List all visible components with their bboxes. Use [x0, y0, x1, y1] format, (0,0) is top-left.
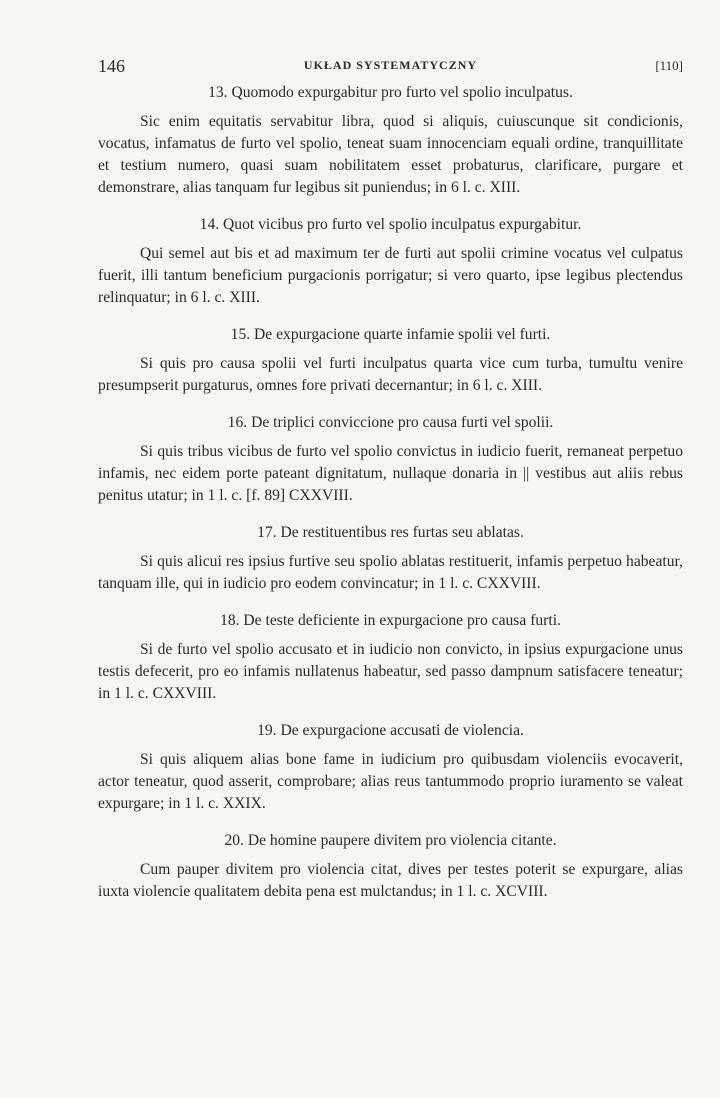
- section-heading: 13. Quomodo expurgabitur pro furto vel spolio inculpatus.: [208, 84, 573, 101]
- section-16: [98, 412, 683, 507]
- section-heading: 19. De expurgacione accusati de violencia.: [257, 722, 524, 739]
- page: [98, 54, 683, 918]
- section-body-text: Si quis tribus vicibus de furto vel spolio convictus in iudicio fuerit, remaneat perpetuo infamis, nec eidem porte pateant dignitatum, nullaque donaria in || vestibus aut aliis rebus penitus utatur; in 1 l. c.: [98, 443, 683, 504]
- section-13: [98, 82, 683, 199]
- section-body: Si quis alicui res ipsius furtive seu spolio ablatas restituerit, infamis perpetuo habeatur, tanquam ille, qui in iudicio pro eodem convincatur; in 1 l. c. CXXVIII.: [98, 553, 683, 592]
- section-heading: 14. Quot vicibus pro furto vel spolio inculpatus expurgabitur.: [199, 216, 582, 233]
- section-body: Cum pauper divitem pro violencia citat, dives per testes poterit se expurgare, alias iuxta violencie qualitatem debita pena est mulctandus; in 1 l. c. XCVIII.: [98, 861, 683, 900]
- section-heading: 17. De restituentibus res furtas seu ablatas.: [257, 524, 524, 541]
- section-14: [98, 214, 683, 309]
- section-18: [98, 610, 683, 705]
- running-title: UKŁAD SYSTEMATYCZNY: [303, 58, 478, 72]
- section-19: [98, 720, 683, 815]
- section-body: Si de furto vel spolio accusato et in iudicio non convicto, in ipsius expurgacione unus testis defecerit, pro eo infamis nullatenus habeatur, sed passo dampnum satisfacere teneatur; in 1 l. c. CXXVIII.: [98, 641, 683, 702]
- section-heading: 18. De teste deficiente in expurgacione pro causa furti.: [220, 612, 561, 629]
- section-heading: 16. De triplici conviccione pro causa furti vel spolii.: [227, 414, 554, 431]
- section-heading: 20. De homine paupere divitem pro violencia citante.: [224, 832, 557, 849]
- page-number: 146: [98, 56, 125, 76]
- section-heading: 15. De expurgacione quarte infamie spolii vel furti.: [230, 326, 551, 343]
- section-body: Si quis aliquem alias bone fame in iudicium pro quibusdam violenciis evocaverit, actor teneatur, quod asserit, comprobare; alias reus tantummodo proprio iuramento se valeat expurgare; in 1 l. c. XXIX.: [98, 751, 683, 812]
- section-body: Qui semel aut bis et ad maximum ter de furti aut spolii crimine vocatus vel culpatus fuerit, illi tantum beneficium purgacionis porrigatur; si vero quarto, ipse legibus plectendus relinquatur; in 6 l. c. XIII.: [98, 245, 683, 306]
- section-20: [98, 830, 683, 903]
- folio-reference: [110]: [655, 58, 683, 73]
- running-head: [98, 54, 683, 82]
- section-body: Sic enim equitatis servabitur libra, quod si aliquis, cuiuscunque sit condicionis, vocatus, infamatus de furto vel spolio, teneat suam innocenciam equali ordine, tranquillitate et testium numero, quasi suam nobilitatem esset probaturus, clarificare, purgare et demonstrare, alias tanquam fur legibus sit puniendus; in 6 l. c. XIII.: [98, 113, 683, 196]
- section-15: [98, 324, 683, 397]
- section-body: [98, 441, 683, 507]
- section-body-end: CXXVIII.: [289, 487, 353, 504]
- folio-margin-reference: [f. 89]: [246, 487, 286, 504]
- section-body: Si quis pro causa spolii vel furti inculpatus quarta vice cum turba, tumultu venire presumpserit purgaturus, omnes fore privati decernantur; in 6 l. c. XIII.: [98, 355, 683, 394]
- section-17: [98, 522, 683, 595]
